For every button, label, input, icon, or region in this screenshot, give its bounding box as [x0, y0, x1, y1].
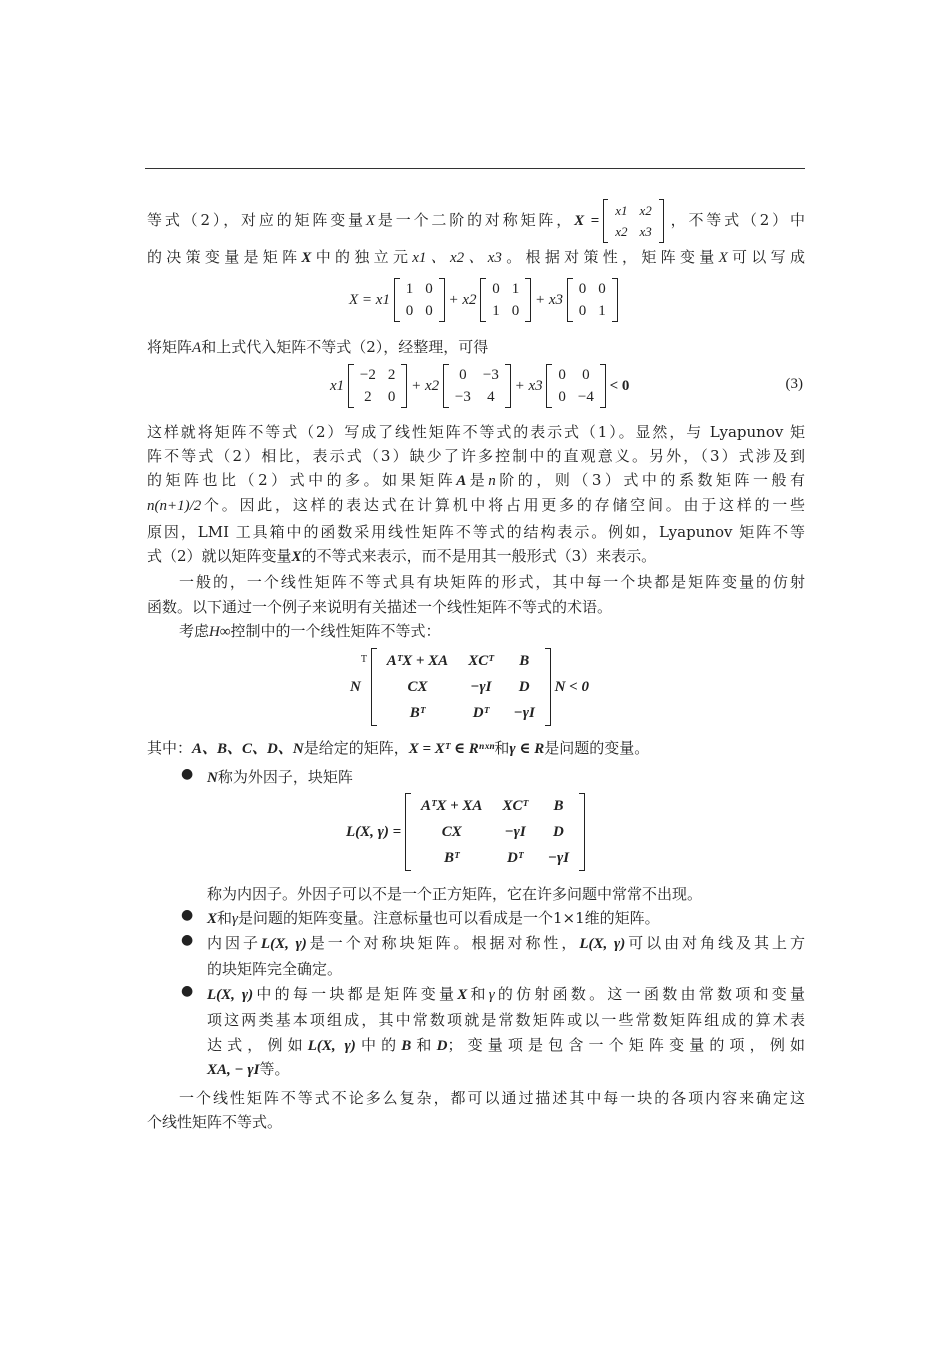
para-5-line-2: 函数。以下通过一个例子来说明有关描述一个线性矩阵不等式的术语。	[147, 598, 613, 616]
matrix-coef-3: 0 0 0 −4	[546, 364, 605, 408]
matrix-Hinf-block: AᵀX + XA XCᵀ B CX −γI D Bᵀ Dᵀ −γI	[371, 648, 551, 726]
final-para-line-2: 个线性矩阵不等式。	[147, 1113, 283, 1131]
where-line: 其中：A、B、C、D、N是给定的矩阵，X = Xᵀ ∈ Rⁿˣⁿ和γ ∈ R是问题的变量。	[147, 739, 650, 757]
header-rule	[145, 168, 805, 169]
matrix-L-block: AᵀX + XA XCᵀ B CX −γI D Bᵀ Dᵀ −γI	[405, 793, 585, 871]
para-4-line-6: 式（2）就以矩阵变量X的不等式来表示，而不是用其一般形式（3）来表示。	[147, 547, 657, 565]
para-4-line-1: 这样就将矩阵不等式（2）写成了线性矩阵不等式的表示式（1）。显然，与 Lyapunov 矩	[147, 423, 805, 441]
matrix-coef-2: 0 −3 −3 4	[443, 364, 511, 408]
equation-Hinf-lmi: $N^T$ AᵀX + XA XCᵀ B CX −γI D Bᵀ Dᵀ −γI N < 0	[350, 648, 589, 726]
bullet-2-text: X和γ是问题的矩阵变量。注意标量也可以看成是一个1×1维的矩阵。	[207, 909, 660, 927]
bullet-4-line-3: 达式，例如L(X, γ)中的B和D；变量项是包含一个矩阵变量的项，例如	[207, 1036, 805, 1054]
bullet-2-dot: ●	[181, 907, 194, 923]
para-line-2: 的决策变量是矩阵X中的独立元x1、x2、x3。根据对策性，矩阵变量X可以写成	[147, 248, 805, 266]
bullet-4-line-2: 项这两类基本项组成，其中常数项就是常数矩阵或以一些常数矩阵组成的算术表	[207, 1011, 805, 1029]
inline-matrix-X	[603, 199, 664, 243]
para-5-line-1: 一般的，一个线性矩阵不等式具有块矩阵的形式，其中每一个块都是矩阵变量的仿射	[179, 573, 805, 591]
para-line-3: 将矩阵A和上式代入矩阵不等式（2），经整理，可得	[147, 338, 489, 356]
final-para-line-1: 一个线性矩阵不等式不论多么复杂，都可以通过描述其中每一块的各项内容来确定这	[179, 1089, 805, 1107]
bullet-3-line-1: 内因子L(X, γ)是一个对称块矩阵。根据对称性，L(X, γ)可以由对角线及其上方	[207, 934, 805, 952]
para-4-line-5: 原因，LMI 工具箱中的函数采用线性矩阵不等式的结构表示。例如，Lyapunov 矩阵不等	[147, 523, 805, 541]
equation-3: x1 −2 2 2 0 + x2 0 −3 −3 4 + x3 0 0 0 −4 < 0	[330, 364, 629, 408]
matrix-coef-1: −2 2 2 0	[348, 364, 407, 408]
bullet-1-continuation: 称为内因子。外因子可以不是一个正方矩阵，它在许多问题中常常不出现。	[207, 885, 703, 903]
bullet-1-text: N称为外因子，块矩阵	[207, 768, 353, 786]
inline-matrix-table: x1 x2 x2 x3	[615, 203, 652, 239]
bullet-1-dot: ●	[181, 766, 194, 782]
para-line-1: 等式（2），对应的矩阵变量X是一个二阶的对称矩阵，X = x1 x2 x2 x3 ，不等式（2）中	[147, 196, 805, 245]
matrix-E1: 1 0 0 0	[394, 278, 445, 322]
bullet-4-line-1: L(X, γ)中的每一块都是矩阵变量X和γ的仿射函数。这一函数由常数项和变量	[207, 985, 805, 1003]
para-4-line-2: 阵不等式（2）相比，表示式（3）缺少了许多控制中的直观意义。另外，（3）式涉及到	[147, 447, 805, 465]
matrix-E2: 0 1 1 0	[480, 278, 531, 322]
equation-X-decomposition: X = x1 1 0 0 0 + x2 0 1 1 0 + x3 0 0 0 1	[349, 278, 618, 322]
equation-number-3: (3)	[785, 376, 803, 392]
bullet-4-dot: ●	[181, 983, 194, 999]
bullet-3-dot: ●	[181, 932, 194, 948]
bullet-3-line-2: 的块矩阵完全确定。	[207, 960, 343, 978]
para-5-line-3: 考虑H∞控制中的一个线性矩阵不等式：	[179, 622, 441, 640]
bullet-4-line-4: XA, − γI等。	[207, 1060, 290, 1078]
para-4-line-4: n(n+1)/2个。因此，这样的表达式在计算机中将占用更多的存储空间。由于这样的一些	[147, 496, 805, 514]
para-4-line-3: 的矩阵也比（2）式中的多。如果矩阵A是n阶的，则（3）式中的系数矩阵一般有	[147, 471, 806, 489]
equation-L-block: L(X, γ) = AᵀX + XA XCᵀ B CX −γI D Bᵀ Dᵀ −γI	[346, 793, 585, 871]
matrix-E3: 0 0 0 1	[567, 278, 618, 322]
